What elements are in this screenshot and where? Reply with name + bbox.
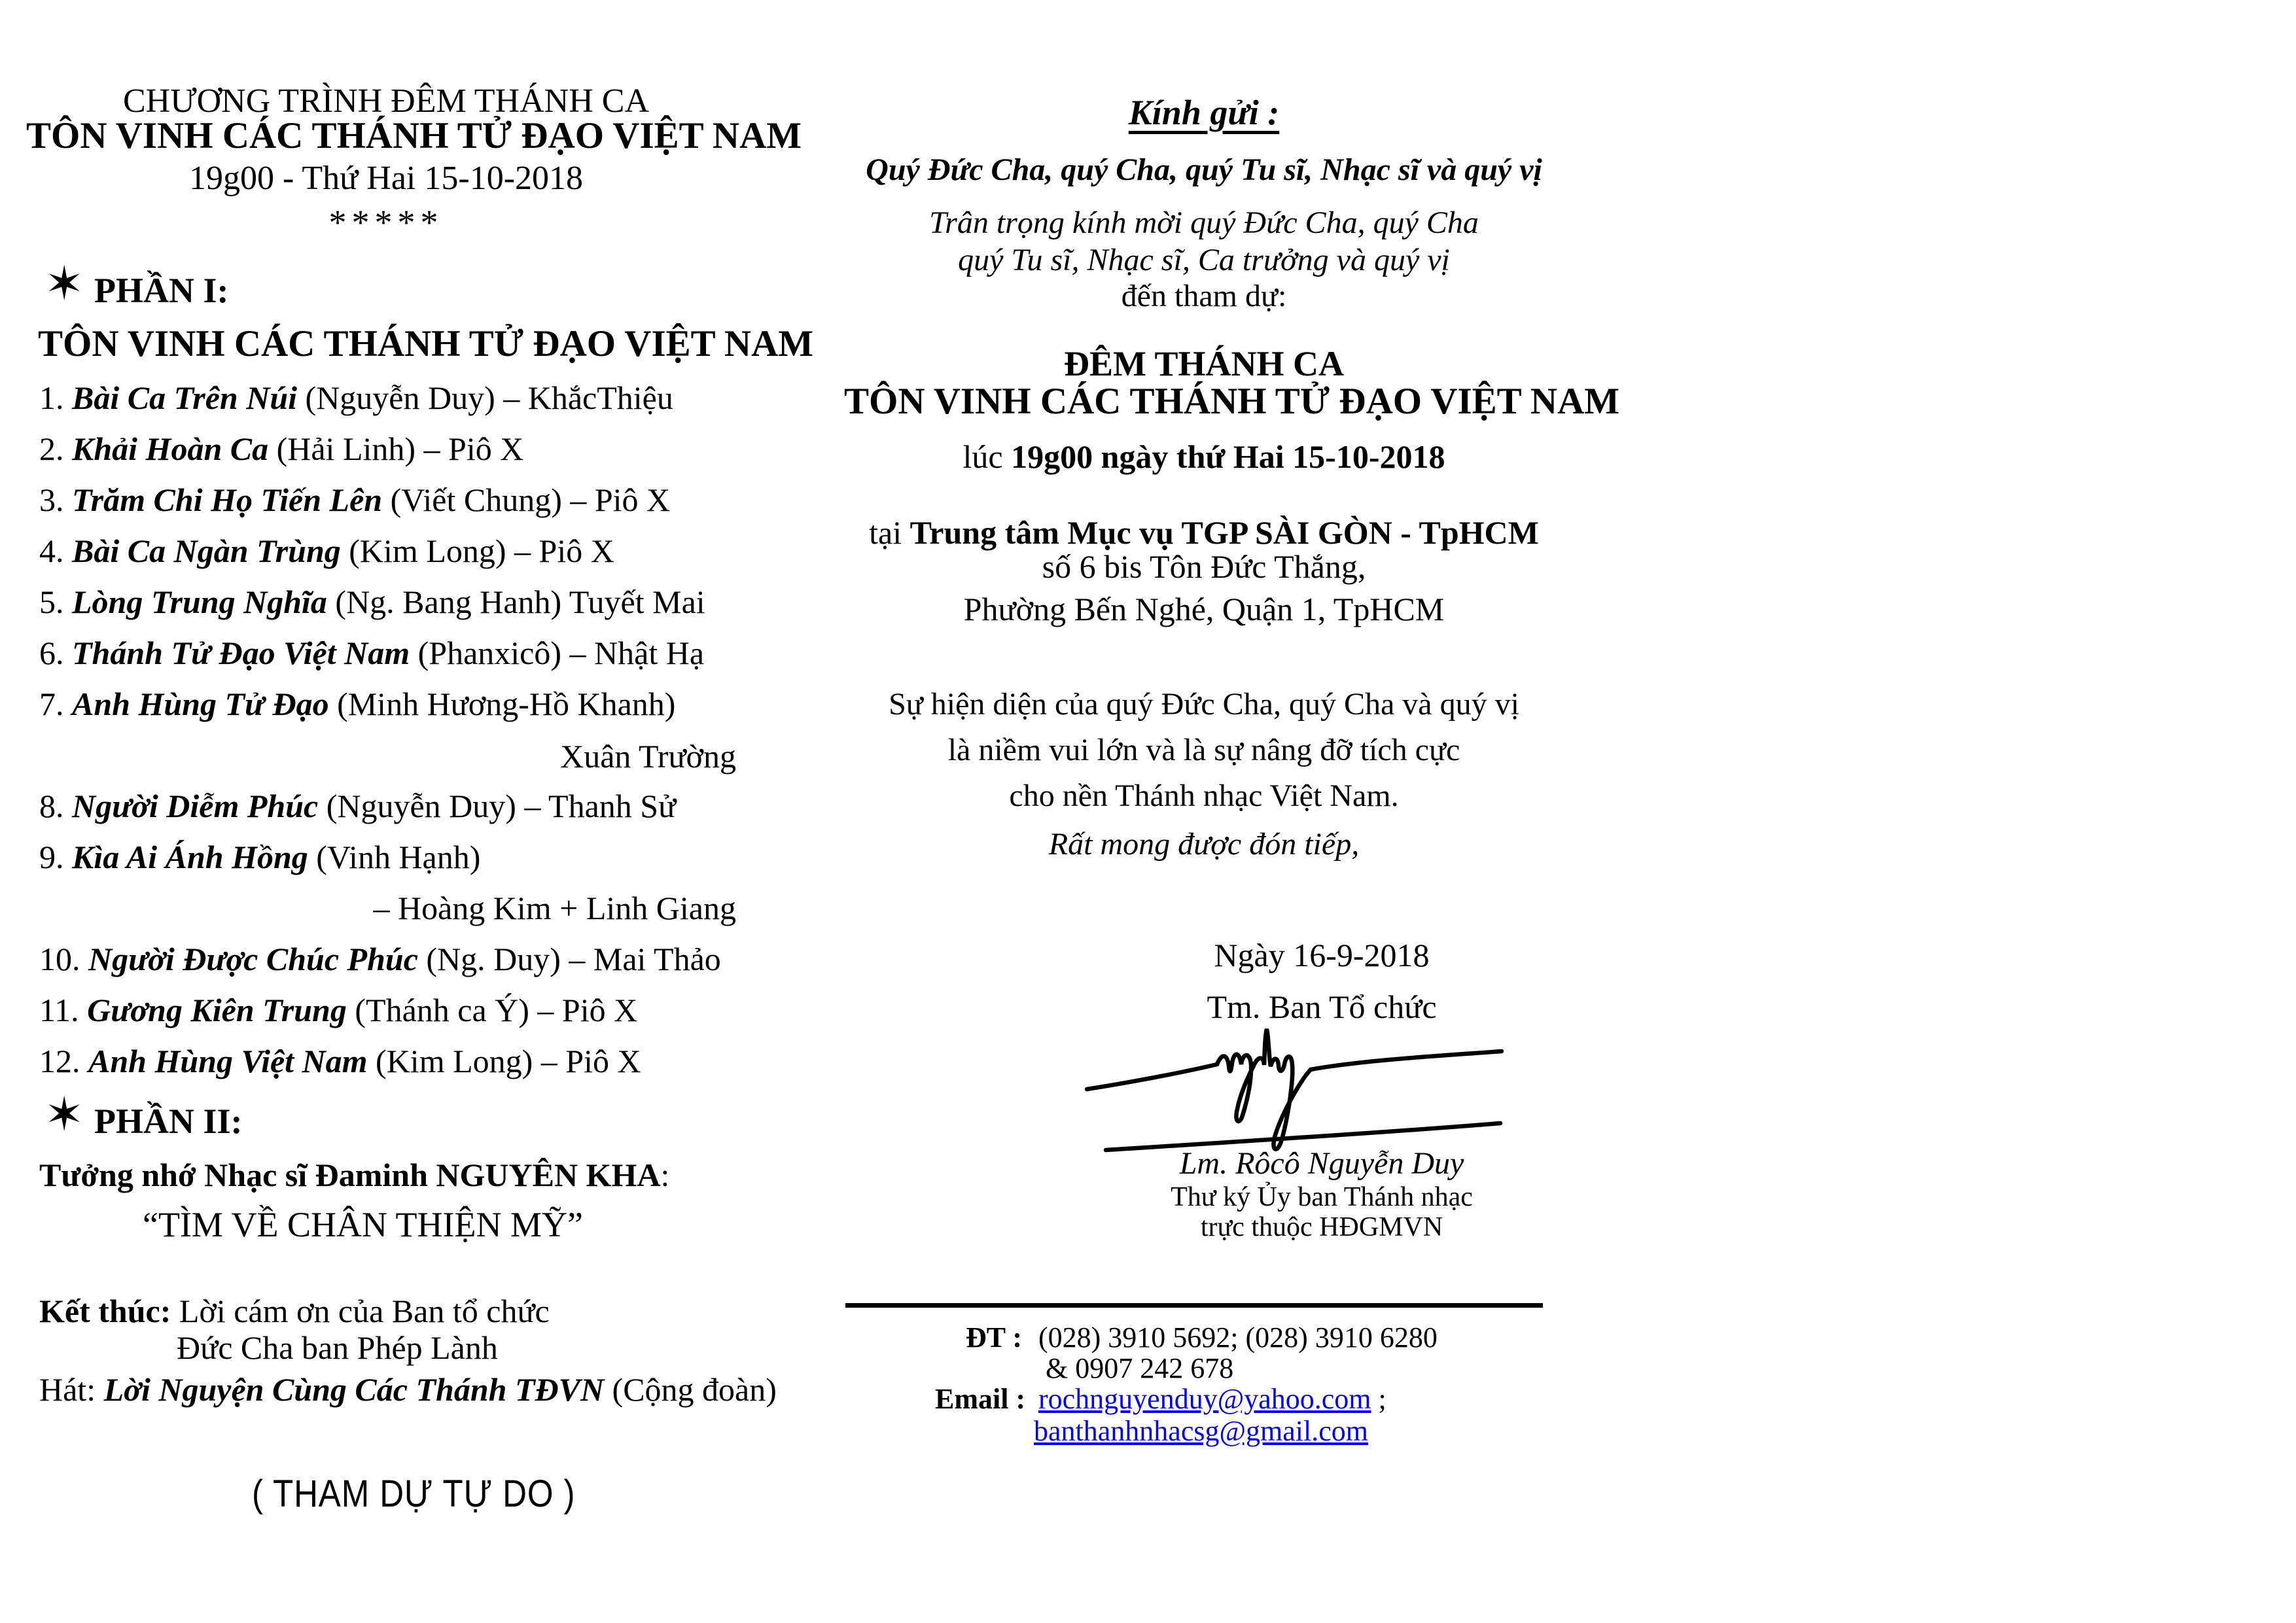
song-credits: (Viết Chung) – Piô X: [382, 481, 671, 518]
song-row-6: [39, 635, 704, 671]
email-label: Email :: [935, 1383, 1026, 1415]
song-credits: (Kim Long) – Piô X: [367, 1043, 641, 1079]
email-link-yahoo[interactable]: rochnguyenduy@yahoo.com: [1038, 1383, 1371, 1415]
song-number: 8.: [39, 788, 72, 824]
song-credits: (Thánh ca Ý) – Piô X: [346, 992, 638, 1028]
song-title: Gương Kiên Trung: [87, 992, 347, 1028]
song-row-5: [39, 584, 705, 620]
song-title: Thánh Tử Đạo Việt Nam: [72, 635, 410, 671]
venue-address-line1: số 6 bis Tôn Đức Thắng,: [1042, 548, 1366, 585]
song-row-10: [39, 941, 721, 977]
song-title: Bài Ca Ngàn Trùng: [72, 532, 341, 569]
song-title: Khải Hoàn Ca: [72, 430, 269, 467]
program-header-line2: TÔN VINH CÁC THÁNH TỬ ĐẠO VIỆT NAM: [26, 115, 802, 156]
part1-title: TÔN VINH CÁC THÁNH TỬ ĐẠO VIỆT NAM: [38, 323, 814, 364]
song-title: Lòng Trung Nghĩa: [72, 584, 327, 620]
venue-name: Trung tâm Mục vụ TGP SÀI GÒN - TpHCM: [910, 514, 1539, 551]
song-credits: (Vinh Hạnh): [308, 839, 481, 875]
presence-line3: cho nền Thánh nhạc Việt Nam.: [1009, 778, 1399, 813]
song-row-12: [39, 1043, 641, 1079]
song-number: 12.: [39, 1043, 88, 1079]
song-number: 6.: [39, 635, 72, 671]
invitation-column: [844, 0, 1620, 1623]
part2-heading: PHẦN II:: [94, 1102, 243, 1141]
sing-title: Lời Nguyện Cùng Các Thánh TĐVN: [103, 1371, 605, 1408]
email-separator: ;: [1371, 1383, 1386, 1415]
sing-suffix: (Cộng đoàn): [604, 1371, 777, 1408]
divider-line: [845, 1303, 1543, 1308]
song-row-1: [39, 379, 673, 416]
salutation-title: Kính gửi :: [1128, 93, 1280, 132]
song-number: 5.: [39, 584, 72, 620]
sign-onbehalf: Tm. Ban Tổ chức: [1207, 988, 1437, 1025]
sign-role2: trực thuộc HĐGMVN: [1200, 1212, 1443, 1242]
email-row-1: [1038, 1383, 1386, 1415]
phone-value: (028) 3910 5692; (028) 3910 6280: [1038, 1321, 1438, 1353]
venue-prefix: tại: [869, 514, 910, 551]
salutation-line: [844, 93, 1564, 132]
song-row-3: [39, 481, 670, 518]
event-title-line2: TÔN VINH CÁC THÁNH TỬ ĐẠO VIỆT NAM: [844, 381, 1620, 422]
closing-text: Lời cám ơn của Ban tổ chức: [171, 1293, 550, 1329]
closing-line: [39, 1293, 550, 1329]
salutation-recipients: Quý Đức Cha, quý Cha, quý Tu sĩ, Nhạc sĩ và quý vị: [866, 152, 1542, 187]
header-stars-separator: *****: [328, 203, 444, 242]
song-credits: (Ng. Bang Hanh) Tuyết Mai: [327, 584, 705, 620]
song-credits: (Nguyễn Duy) – Thanh Sử: [318, 788, 677, 824]
song-number: 11.: [39, 992, 88, 1028]
song-title: Người Diễm Phúc: [72, 788, 319, 824]
song-credits: (Hải Linh) – Piô X: [268, 430, 524, 467]
closing-blessing: Đức Cha ban Phép Lành: [177, 1329, 498, 1366]
song-row-7: [39, 686, 675, 722]
tribute-text: Tưởng nhớ Nhạc sĩ Đaminh: [39, 1157, 436, 1193]
song-row-2: [39, 430, 523, 467]
program-header-datetime: 19g00 - Thứ Hai 15-10-2018: [188, 160, 584, 197]
song-credits: (Nguyễn Duy) – KhắcThiệu: [297, 379, 673, 416]
song-title: Trăm Chi Họ Tiến Lên: [72, 481, 383, 518]
closing-sing-line: [39, 1371, 777, 1408]
part1-star-icon: ✶: [44, 258, 84, 310]
event-venue-line: [844, 514, 1564, 551]
phone-label: ĐT :: [966, 1321, 1022, 1353]
time-prefix: lúc: [963, 438, 1012, 475]
free-admission-note: ( THAM DỰ TỰ DO ): [252, 1473, 576, 1515]
sign-name: Lm. Rôcô Nguyễn Duy: [1179, 1146, 1464, 1181]
song-title: Bài Ca Trên Núi: [72, 379, 298, 416]
event-time-line: [844, 438, 1564, 475]
song-7-performer: Xuân Trường: [560, 738, 736, 775]
song-number: 1.: [39, 379, 72, 416]
email-link-gmail[interactable]: banthanhnhacsg@gmail.com: [1034, 1415, 1368, 1447]
song-row-4: [39, 532, 614, 569]
venue-address-line2: Phường Bến Nghé, Quận 1, TpHCM: [963, 591, 1445, 627]
closing-label: Kết thúc:: [39, 1293, 171, 1329]
part1-heading: PHẦN I:: [94, 271, 229, 310]
song-row-11: [39, 992, 637, 1028]
song-number: 10.: [39, 941, 88, 977]
sign-date: Ngày 16-9-2018: [1214, 937, 1430, 973]
song-title: Người Được Chúc Phúc: [88, 941, 418, 977]
program-header-line1: CHƯƠNG TRÌNH ĐÊM THÁNH CA: [123, 82, 649, 120]
part2-theme-title: “TÌM VỀ CHÂN THIỆN MỸ”: [143, 1205, 583, 1244]
song-credits: (Minh Hương-Hồ Khanh): [328, 686, 676, 722]
event-title-line1: ĐÊM THÁNH CA: [1063, 344, 1345, 383]
invite-line3: đến tham dự:: [1121, 279, 1287, 313]
song-number: 3.: [39, 481, 72, 518]
invite-line1: Trân trọng kính mời quý Đức Cha, quý Cha: [929, 205, 1479, 240]
signature-block: [1027, 932, 1616, 1272]
song-number: 2.: [39, 430, 72, 467]
song-9-performers: – Hoàng Kim + Linh Giang: [373, 890, 736, 926]
song-number: 7.: [39, 686, 72, 722]
welcome-line: Rất mong được đón tiếp,: [1048, 827, 1360, 862]
invite-line2: quý Tu sĩ, Nhạc sĩ, Ca trưởng và quý vị: [958, 243, 1450, 277]
song-credits: (Kim Long) – Piô X: [340, 532, 614, 569]
phone-extra: & 0907 242 678: [1046, 1352, 1234, 1384]
presence-line2: là niềm vui lớn và là sự nâng đỡ tích cực: [947, 733, 1460, 767]
time-value: 19g00 ngày thứ Hai 15-10-2018: [1011, 438, 1445, 475]
email-row-2: [1034, 1415, 1368, 1447]
part2-star-icon: ✶: [44, 1089, 84, 1141]
song-row-8: [39, 788, 676, 824]
tribute-colon: :: [660, 1157, 670, 1193]
song-number: 9.: [39, 839, 72, 875]
song-number: 4.: [39, 532, 72, 569]
sign-role1: Thư ký Ủy ban Thánh nhạc: [1171, 1182, 1473, 1212]
presence-line1: Sự hiện diện của quý Đức Cha, quý Cha và quý vị: [889, 687, 1519, 722]
song-title: Anh Hùng Tử Đạo: [72, 686, 329, 722]
part2-tribute: [39, 1157, 669, 1193]
song-title: Anh Hùng Việt Nam: [88, 1043, 368, 1079]
program-column: [26, 0, 814, 1623]
song-row-9: [39, 839, 480, 875]
sing-label: Hát:: [39, 1371, 104, 1408]
song-credits: (Ng. Duy) – Mai Thảo: [417, 941, 721, 977]
tribute-name: NGUYÊN KHA: [436, 1157, 661, 1193]
song-title: Kìa Ai Ánh Hồng: [72, 839, 308, 875]
song-credits: (Phanxicô) – Nhật Hạ: [410, 635, 705, 671]
